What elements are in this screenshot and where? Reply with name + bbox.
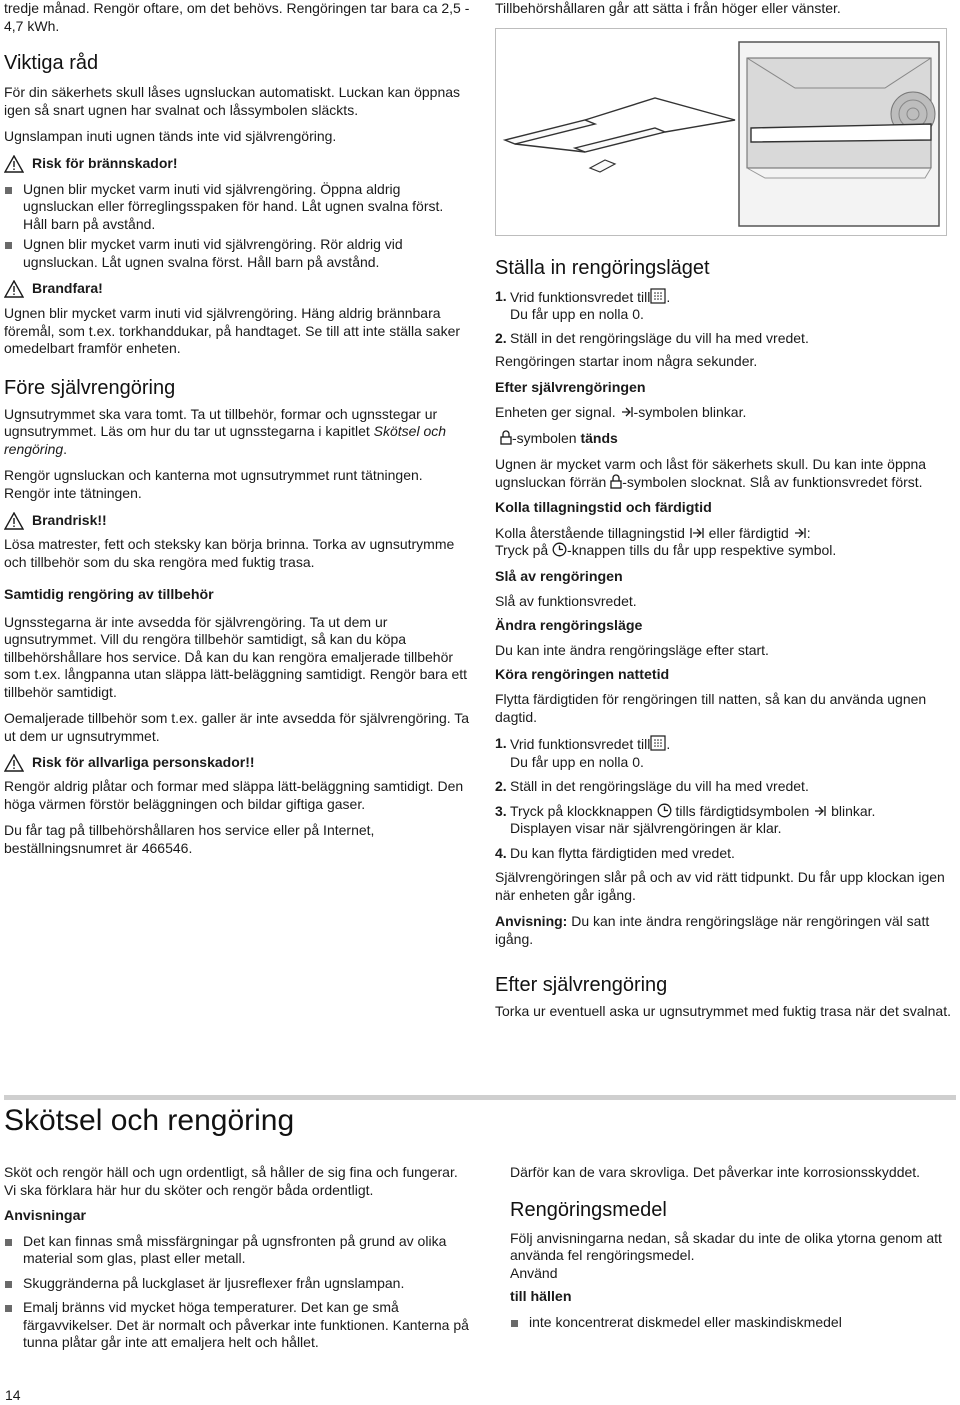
lock-icon: [610, 474, 622, 489]
heading-efter-sjalvrengoring: Efter självrengöring: [495, 974, 668, 996]
paragraph-fire: Ugnen blir mycket varm inuti vid självrengöring. Häng aldrig brännbara föremål, som t.ex. torkhanddukar, på handtaget. Se till att inte ställa saker omedelbart framför enheten.: [4, 305, 461, 356]
page-number: 14: [5, 1387, 21, 1403]
end-time-icon: [793, 526, 807, 540]
paragraph-coatings: Rengör aldrig plåtar och formar med släppa lätt-beläggning samtidigt. Den höga värmen förstör beläggningen och bildar giftiga gaser.: [4, 778, 464, 812]
paragraph-kolla: Kolla återstående tillagningstid eller färdigtid : Tryck på -knappen tills du får upp respektive symbol.: [495, 524, 837, 558]
bullet-item: inte koncentrerat diskmedel eller maskindiskmedel: [510, 1314, 955, 1332]
bullet-item: Ugnen blir mycket varm inuti vid självrengöring. Rör aldrig vid ugnsluckan. Låt ugnen svalna först. Håll barn på avstånd.: [4, 236, 470, 271]
heading-kora-natt: Köra rengöringen nattetid: [495, 666, 670, 683]
warning-fire: [4, 280, 470, 298]
paragraph-care-intro: Sköt och rengör häll och ugn ordentligt, så håller de sig fina och fungerar. Vi ska förklara här hur du sköter och rengör båda ordentligt.: [4, 1164, 458, 1198]
step-1: 1. Vrid funktionsvredet till . Du får upp en nolla 0.: [495, 287, 671, 322]
right-column: [495, 0, 955, 1021]
paragraph-lock-symbol: -symbolen tänds: [495, 430, 955, 448]
warning-triangle-icon: [4, 512, 24, 530]
paragraph-holder: Tillbehörshållaren går att sätta i från höger eller vänster.: [495, 0, 841, 16]
night-step-4: 4. Du kan flytta färdigtiden med vredet.: [495, 844, 735, 861]
heading-stalla-in: Ställa in rengöringsläget: [495, 256, 710, 279]
end-time-icon: [813, 804, 827, 818]
bottom-right-column: [510, 1164, 955, 1331]
paragraph-starts: Rengöringen startar inom några sekunder.: [495, 353, 758, 369]
warning-triangle-icon: [4, 155, 24, 173]
heading-sla-av: Slå av rengöringen: [495, 568, 623, 585]
heading-rengoringsmedel: Rengöringsmedel: [510, 1198, 667, 1221]
bullet-item: Emalj bränns vid mycket höga temperaturer. Det kan ge små färgavvikelser. Det är normalt och påverkar inte funktionen. Kanterna på tunna plåtar går inte att emaljera helt och hållet.: [4, 1299, 470, 1352]
oven-accessory-holder-illustration: [495, 28, 947, 236]
paragraph-intro: tredje månad. Rengör oftare, om det behövs. Rengöringen tar bara ca 2,5 - 4,7 kWh.: [4, 0, 470, 34]
heading-fore-sjalvrengoring: Före självrengöring: [4, 376, 176, 399]
bullet-item: Skuggränderna på luckglaset är ljusreflexer från ugnslampan.: [4, 1275, 470, 1293]
bullet-item: Ugnen blir mycket varm inuti vid självrengöring. Öppna aldrig ugnsluckan eller förreglingsspaken för hand. Låt ugnen svalna först. Håll barn på avstånd.: [4, 181, 470, 234]
end-time-icon: [620, 405, 634, 419]
left-column: [4, 0, 470, 857]
paragraph-follow: Följ anvisningarna nedan, så skadar du inte de olika ytorna genom att använda fel rengöringsmedel.: [510, 1229, 942, 1263]
paragraph-rough: Därför kan de vara skrovliga. Det påverkar inte korrosionsskyddet.: [510, 1164, 921, 1180]
warning-injury: [4, 754, 470, 772]
note: Anvisning: Du kan inte ändra rengöringsläge när rengöringen väl satt igång.: [495, 913, 930, 947]
heading-anvisningar: Anvisningar: [4, 1208, 86, 1224]
warning-burn: [4, 155, 470, 173]
heading-andra: Ändra rengöringsläge: [495, 617, 643, 634]
paragraph-food-residue: Lösa matrester, fett och steksky kan börja brinna. Torka av ugnsutrymme och tillbehör som du ska rengöra med fuktig trasa.: [4, 536, 455, 570]
bullet-item: Det kan finnas små missfärgningar på ugnsfronten på grund av olika material som glas, plast eller metall.: [4, 1233, 470, 1268]
paragraph-grids: Oemaljerade tillbehör som t.ex. galler är inte avsedda för självrengöring. Ta ut dem ur ugnsutrymmet.: [4, 710, 470, 744]
heading-till-hallen: till hällen: [510, 1289, 572, 1305]
paragraph-before: Ugnsutrymmet ska vara tomt. Ta ut tillbehör, formar och ugnsstegar ur ugnsutrymmet. Läs om hur du tar ut ugnsstegarna i kapitlet Skötsel och rengöring.: [4, 405, 447, 457]
paragraph-andra: Du kan inte ändra rengöringsläge efter start.: [495, 642, 769, 658]
warning-title: Risk för brännskador!: [32, 154, 178, 171]
paragraph-order: Du får tag på tillbehörshållaren hos service eller på Internet, beställningsnumret är 466546.: [4, 822, 375, 856]
lock-icon: [500, 430, 512, 445]
warning-title: Brandfara!: [32, 280, 103, 297]
paragraph-signal: Enheten ger signal. -symbolen blinkar.: [495, 404, 747, 420]
section-title: Skötsel och rengöring: [4, 1104, 295, 1137]
paragraph-clean-door: Rengör ugnsluckan och kanterna mot ugnsutrymmet runt tätningen. Rengör inte tätningen.: [4, 467, 423, 501]
night-step-2: 2. Ställ in det rengöringsläge du vill ha med vredet.: [495, 778, 809, 794]
heading-samtidig: Samtidig rengöring av tillbehör: [4, 587, 214, 603]
bottom-left-column: [4, 1164, 470, 1352]
paragraph-use: Använd: [510, 1264, 558, 1281]
step-2: 2. Ställ in det rengöringsläge du vill ha med vredet.: [495, 329, 809, 346]
paragraph-lock: För din säkerhets skull låses ugnsluckan automatiskt. Luckan kan öppnas igen så snart ugnen har svalnat och låssymbolen släckts.: [4, 84, 461, 118]
paragraph-accessories: Ugnsstegarna är inte avsedda för självrengöring. Ta ut dem ur ugnsutrymmet. Vill du rengöra tillbehör samtidigt, så kan du köpa tillbehörshållare hos service. Då kan du kan rengöra emaljerade tillbehör som t.ex. långpanna utan släppa lätt-beläggning samtidigt. Rengör bara ett tillbehör samtidigt.: [4, 613, 468, 700]
self-clean-mode-icon: [650, 735, 666, 751]
paragraph-kora-natt: Flytta färdigtiden för rengöringen till natten, så kan du använda ugnen dagtid.: [495, 691, 927, 725]
paragraph-sla-av: Slå av funktionsvredet.: [495, 593, 637, 609]
clock-icon: [657, 803, 672, 818]
paragraph-after: Torka ur eventuell aska ur ugnsutrymmet med fuktig trasa när det svalnat.: [495, 1003, 951, 1019]
section-divider: [4, 1095, 956, 1100]
warning-fire-risk: [4, 512, 470, 530]
self-clean-mode-icon: [650, 288, 666, 304]
clock-icon: [552, 542, 567, 557]
paragraph-lamp: Ugnslampan inuti ugnen tänds inte vid självrengöring.: [4, 128, 337, 144]
cooking-time-icon: [689, 526, 705, 540]
heading-efter-sjalvrengoringen: Efter självrengöringen: [495, 379, 646, 396]
heading-kolla: Kolla tillagningstid och färdigtid: [495, 500, 712, 516]
warning-triangle-icon: [4, 754, 24, 772]
warning-title: Risk för allvarliga personskador!!: [32, 754, 255, 771]
paragraph-auto: Självrengöringen slår på och av vid rätt tidpunkt. Du får upp klockan igen när enheten går igång.: [495, 869, 945, 903]
warning-title: Brandrisk!!: [32, 512, 107, 529]
paragraph-hot-locked: Ugnen är mycket varm och låst för säkerhets skull. Du kan inte öppna ugnsluckan förrän -symbolen slocknat. Slå av funktionsvredet först.: [495, 456, 927, 490]
warning-triangle-icon: [4, 280, 24, 298]
night-step-3: 3. Tryck på klockknappen tills färdigtidsymbolen blinkar. Displayen visar när självrengöringen är klar.: [495, 802, 876, 836]
heading-viktiga-rad: Viktiga råd: [4, 52, 99, 74]
night-step-1: 1. Vrid funktionsvredet till . Du får upp en nolla 0.: [495, 735, 671, 770]
